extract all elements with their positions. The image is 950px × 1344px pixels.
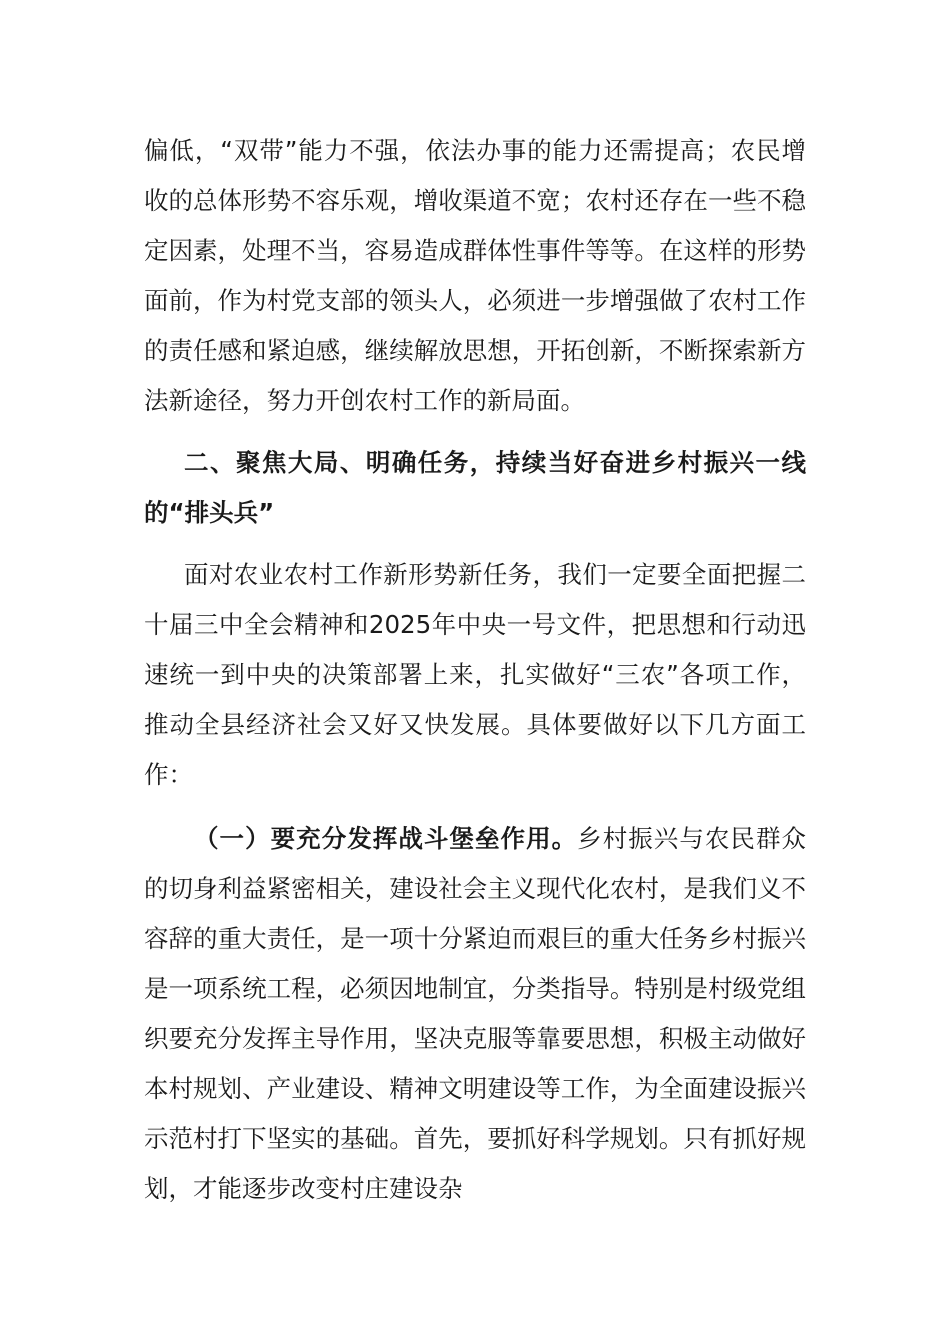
subsection-lead: （一）要充分发挥战斗堡垒作用。 bbox=[194, 824, 578, 853]
document-body bbox=[144, 126, 806, 1214]
section-heading: 二、聚焦大局、明确任务，持续当好奋进乡村振兴一线的“排头兵” bbox=[144, 448, 806, 527]
subsection-body: 乡村振兴与农民群众的切身利益紧密相关，建设社会主义现代化农村，是我们义不容辞的重大责任，是一项十分紧迫而艰巨的重大任务乡村振兴是一项系统工程，必须因地制宜，分类指导。特别是村级党组织要充分发挥主导作用，坚决克服等靠要思想，积极主动做好本村规划、产业建设、精神文明建设等工作，为全面建设振兴示范村打下坚实的基础。首先，要抓好科学规划。只有抓好规划，才能逐步改变村庄建设杂 bbox=[144, 824, 807, 1203]
paragraph-continuation: 偏低，“双带”能力不强，依法办事的能力还需提高；农民增收的总体形势不容乐观，增收渠道不宽；农村还存在一些不稳定因素，处理不当，容易造成群体性事件等等。在这样的形势面前，作为村党支部的领头人，必须进一步增强做了农村工作的责任感和紧迫感，继续解放思想，开拓创新，不断探索新方法新途径，努力开创农村工作的新局面。 bbox=[144, 136, 806, 415]
paragraph-tasks: 面对农业农村工作新形势新任务，我们一定要全面把握二十届三中全会精神和2025年中央一号文件，把思想和行动迅速统一到中央的决策部署上来，扎实做好“三农”各项工作，推动全县经济社会又好又快发展。具体要做好以下几方面工作： bbox=[144, 560, 806, 789]
subsection-paragraph bbox=[144, 814, 806, 1214]
